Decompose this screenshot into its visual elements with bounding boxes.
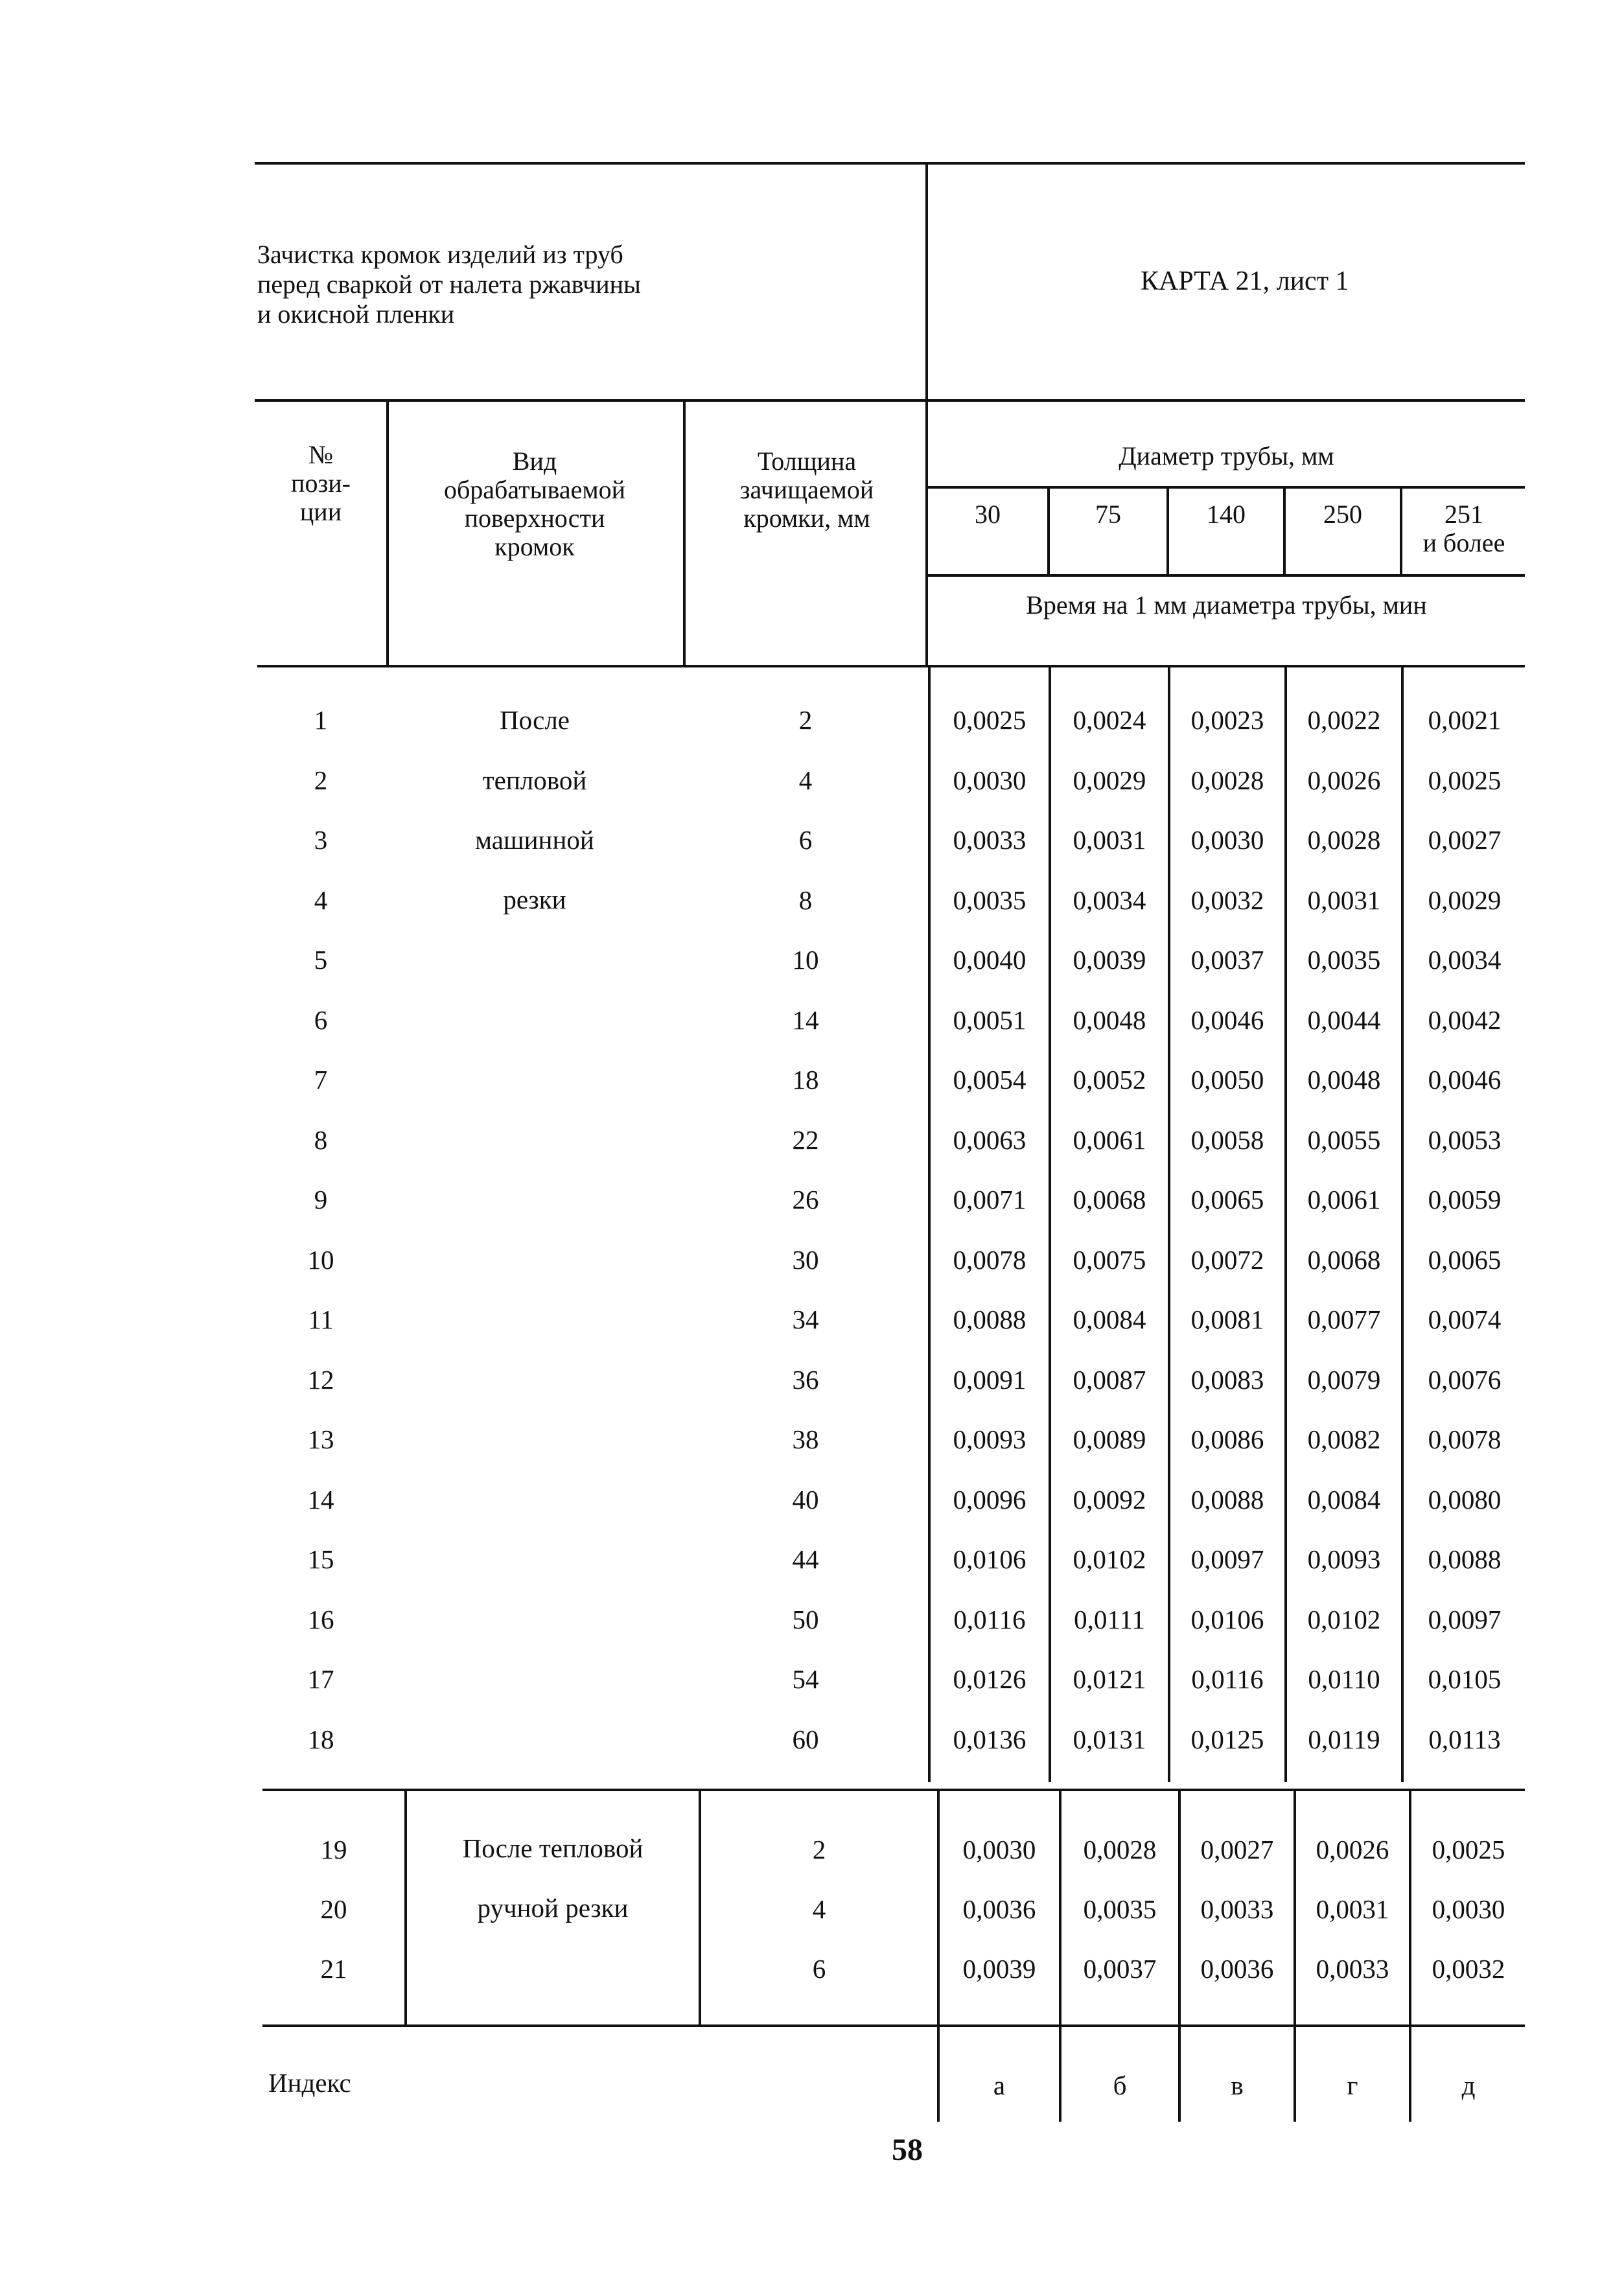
header-line: ции [299,497,342,526]
position-cell: 8 [314,1124,328,1155]
top-rule [255,162,1525,165]
col-divider [386,400,389,665]
position-cell: 6 [314,1004,328,1035]
surface-label: ручной резки [477,1893,629,1923]
value-cell: 0,0088 [953,1305,1027,1334]
value-cell: 0,0087 [1073,1364,1146,1395]
value-cell: 0,0110 [1308,1664,1380,1694]
value-cell: 0,0034 [1073,885,1146,915]
diameter-30: 30 [975,500,1001,529]
value-cell: 0,0025 [1428,765,1502,795]
surface-label: машинной [475,825,594,855]
thickness-cell: 54 [792,1664,819,1694]
value-cell: 0,0042 [1428,1004,1502,1035]
card-label: КАРТА 21, лист 1 [1141,266,1349,296]
value-cell: 0,0035 [1083,1894,1157,1924]
value-cell: 0,0061 [1307,1185,1381,1214]
page-number: 58 [892,2133,923,2167]
thickness-cell: 30 [792,1244,819,1275]
value-cell: 0,0093 [1307,1544,1381,1574]
col-divider [1047,487,1050,574]
position-cell: 11 [308,1305,334,1334]
header-line: обрабатываемой [443,475,626,504]
value-cell: 0,0106 [1190,1604,1264,1634]
value-cell: 0,0037 [1083,1954,1157,1984]
value-cell: 0,0032 [1432,1954,1505,1984]
value-cell: 0,0027 [1200,1835,1274,1864]
header-line: пози- [291,469,351,498]
value-cell: 0,0052 [1073,1065,1146,1095]
value-cell: 0,0121 [1073,1664,1146,1694]
thickness-cell: 8 [798,885,813,915]
header-line: кромок [494,532,575,561]
position-cell: 15 [307,1544,334,1574]
value-cell: 0,0065 [1190,1185,1264,1214]
value-cell: 0,0072 [1190,1244,1264,1275]
position-cell: 13 [307,1424,334,1454]
time-header: Время на 1 мм диаметра трубы, мин [1026,590,1427,620]
value-cell: 0,0096 [953,1484,1027,1514]
thickness-cell: 4 [798,765,813,795]
value-cell: 0,0068 [1307,1244,1381,1275]
value-cell: 0,0059 [1428,1185,1502,1214]
value-cell: 0,0035 [953,885,1027,915]
title-line: и окисной пленки [257,299,455,329]
diameter-rule [928,486,1525,489]
col-divider [925,400,928,665]
value-cell: 0,0136 [953,1724,1027,1754]
value-cell: 0,0116 [1191,1664,1264,1694]
value-cell: 0,0065 [1428,1244,1502,1275]
header-line: кромки, мм [743,504,870,533]
position-cell: 5 [314,945,328,975]
thickness-cell: 2 [798,705,813,735]
thickness-cell: 10 [792,945,819,975]
value-cell: 0,0030 [953,765,1027,795]
index-letter-d: д [1461,2070,1476,2100]
header-line: зачищаемой [739,475,874,504]
body-rule [257,665,1525,667]
thickness-cell: 36 [792,1364,819,1395]
position-cell: 4 [314,885,328,915]
surface-label: После тепловой [462,1833,644,1863]
value-cell: 0,0131 [1073,1724,1146,1754]
bottom-rule [262,2024,1525,2027]
value-cell: 0,0054 [953,1065,1027,1095]
value-cell: 0,0029 [1428,885,1502,915]
value-cell: 0,0048 [1307,1065,1381,1095]
value-cell: 0,0030 [962,1835,1036,1864]
diameter-75: 75 [1095,500,1121,529]
value-cell: 0,0026 [1316,1835,1389,1864]
thickness-cell: 40 [792,1484,819,1514]
thickness-header [687,447,927,533]
thickness-cell: 26 [792,1185,819,1214]
col-divider [1166,487,1169,574]
value-cell: 0,0024 [1073,705,1146,735]
value-cell: 0,0028 [1190,765,1264,795]
value-cell: 0,0071 [953,1185,1027,1214]
value-cell: 0,0051 [953,1004,1027,1035]
value-cell: 0,0032 [1190,885,1264,915]
thickness-cell: 6 [812,1954,826,1984]
position-cell: 21 [320,1954,347,1984]
value-cell: 0,0036 [1200,1954,1274,1984]
position-cell: 17 [307,1664,334,1694]
value-cell: 0,0044 [1307,1004,1381,1035]
col-divider [1283,487,1286,574]
index-letter-b: б [1113,2070,1127,2100]
document-title [257,240,711,329]
position-cell: 2 [314,765,328,795]
group-rule [262,1789,1525,1791]
header-line: Толщина [757,447,857,476]
value-cell: 0,0031 [1073,825,1146,855]
thickness-cell: 14 [792,1004,819,1035]
value-cell: 0,0078 [1428,1424,1502,1454]
value-cell: 0,0105 [1428,1664,1502,1694]
value-cell: 0,0075 [1073,1244,1146,1275]
position-header [259,441,382,526]
diameter-140: 140 [1207,500,1246,529]
surface-label: тепловой [482,765,587,795]
surface-header [389,447,680,561]
value-cell: 0,0091 [953,1364,1027,1395]
thickness-cell: 38 [792,1424,819,1454]
time-rule [928,574,1525,577]
value-cell: 0,0077 [1307,1305,1381,1334]
value-cell: 0,0079 [1307,1364,1381,1395]
value-cell: 0,0040 [953,945,1027,975]
index-letter-a: а [993,2070,1006,2100]
surface-label: резки [503,885,566,914]
value-cell: 0,0083 [1190,1364,1264,1395]
value-cell: 0,0125 [1190,1724,1264,1754]
value-cell: 0,0053 [1428,1124,1502,1155]
value-cell: 0,0039 [1073,945,1146,975]
value-cell: 0,0021 [1428,705,1502,735]
thickness-cell: 2 [812,1835,826,1864]
value-cell: 0,0089 [1073,1424,1146,1454]
position-cell: 18 [307,1724,334,1754]
value-cell: 0,0033 [953,825,1027,855]
value-cell: 0,0031 [1307,885,1381,915]
value-cell: 0,0084 [1307,1484,1381,1514]
value-cell: 0,0076 [1428,1364,1502,1395]
position-cell: 10 [307,1244,334,1275]
value-cell: 0,0026 [1307,765,1381,795]
value-cell: 0,0086 [1190,1424,1264,1454]
value-cell: 0,0088 [1428,1544,1502,1574]
value-cell: 0,0126 [953,1664,1027,1694]
header-line: № [308,440,334,469]
diameter-header: Диаметр трубы, мм [1119,441,1334,470]
value-cell: 0,0030 [1190,825,1264,855]
value-cell: 0,0055 [1307,1124,1381,1155]
surface-label: После [500,705,570,735]
header-line: поверхности [464,504,605,533]
value-cell: 0,0048 [1073,1004,1146,1035]
value-cell: 0,0033 [1200,1894,1274,1924]
value-cell: 0,0088 [1190,1484,1264,1514]
value-cell: 0,0035 [1307,945,1381,975]
value-cell: 0,0039 [962,1954,1036,1984]
position-cell: 12 [307,1364,334,1395]
value-cell: 0,0028 [1307,825,1381,855]
value-cell: 0,0058 [1190,1124,1264,1155]
value-cell: 0,0029 [1073,765,1146,795]
value-cell: 0,0078 [953,1244,1027,1275]
value-cell: 0,0102 [1073,1544,1146,1574]
thickness-cell: 4 [812,1894,826,1924]
value-cell: 0,0092 [1073,1484,1146,1514]
header-line: 251 [1444,500,1483,529]
thickness-cell: 44 [792,1544,819,1574]
title-line: перед сваркой от налета ржавчины [257,270,641,299]
position-cell: 16 [307,1604,334,1634]
position-cell: 19 [320,1835,347,1864]
thickness-cell: 22 [792,1124,819,1155]
value-cell: 0,0030 [1432,1894,1505,1924]
index-label: Индекс [268,2068,351,2098]
col-divider [683,400,686,665]
position-cell: 7 [314,1065,328,1095]
diameter-250: 250 [1323,500,1362,529]
value-cell: 0,0093 [953,1424,1027,1454]
value-cell: 0,0028 [1083,1835,1157,1864]
value-cell: 0,0111 [1074,1604,1145,1634]
value-cell: 0,0074 [1428,1305,1502,1334]
index-letter-v: в [1231,2070,1244,2100]
value-cell: 0,0036 [962,1894,1036,1924]
thickness-cell: 18 [792,1065,819,1095]
position-cell: 14 [307,1484,334,1514]
value-cell: 0,0050 [1190,1065,1264,1095]
value-cell: 0,0025 [1432,1835,1505,1864]
value-cell: 0,0023 [1190,705,1264,735]
value-cell: 0,0084 [1073,1305,1146,1334]
value-cell: 0,0106 [953,1544,1027,1574]
value-cell: 0,0033 [1316,1954,1389,1984]
thickness-cell: 60 [792,1724,819,1754]
value-cell: 0,0046 [1190,1004,1264,1035]
header-line: Вид [512,447,557,476]
value-cell: 0,0022 [1307,705,1381,735]
value-cell: 0,0119 [1308,1724,1380,1754]
value-cell: 0,0031 [1316,1894,1389,1924]
value-cell: 0,0113 [1428,1724,1501,1754]
position-cell: 20 [320,1894,347,1924]
value-cell: 0,0080 [1428,1484,1502,1514]
title-line: Зачистка кромок изделий из труб [257,240,623,269]
header-rule [255,399,1525,402]
header-line: и более [1422,528,1505,557]
header-divider [925,163,928,402]
value-cell: 0,0061 [1073,1124,1146,1155]
thickness-cell: 34 [792,1305,819,1334]
value-cell: 0,0037 [1190,945,1264,975]
value-cell: 0,0034 [1428,945,1502,975]
value-cell: 0,0097 [1190,1544,1264,1574]
value-cell: 0,0116 [953,1604,1026,1634]
value-cell: 0,0082 [1307,1424,1381,1454]
position-cell: 1 [314,705,328,735]
value-cell: 0,0068 [1073,1185,1146,1214]
thickness-cell: 6 [798,825,813,855]
value-cell: 0,0063 [953,1124,1027,1155]
value-cell: 0,0027 [1428,825,1502,855]
value-cell: 0,0081 [1190,1305,1264,1334]
index-letter-g: г [1347,2070,1358,2100]
value-cell: 0,0025 [953,705,1027,735]
position-cell: 3 [314,825,328,855]
value-cell: 0,0097 [1428,1604,1502,1634]
value-cell: 0,0046 [1428,1065,1502,1095]
col-divider [1400,487,1402,574]
value-cell: 0,0102 [1307,1604,1381,1634]
position-cell: 9 [314,1185,328,1214]
diameter-251-plus [1402,500,1525,557]
thickness-cell: 50 [792,1604,819,1634]
